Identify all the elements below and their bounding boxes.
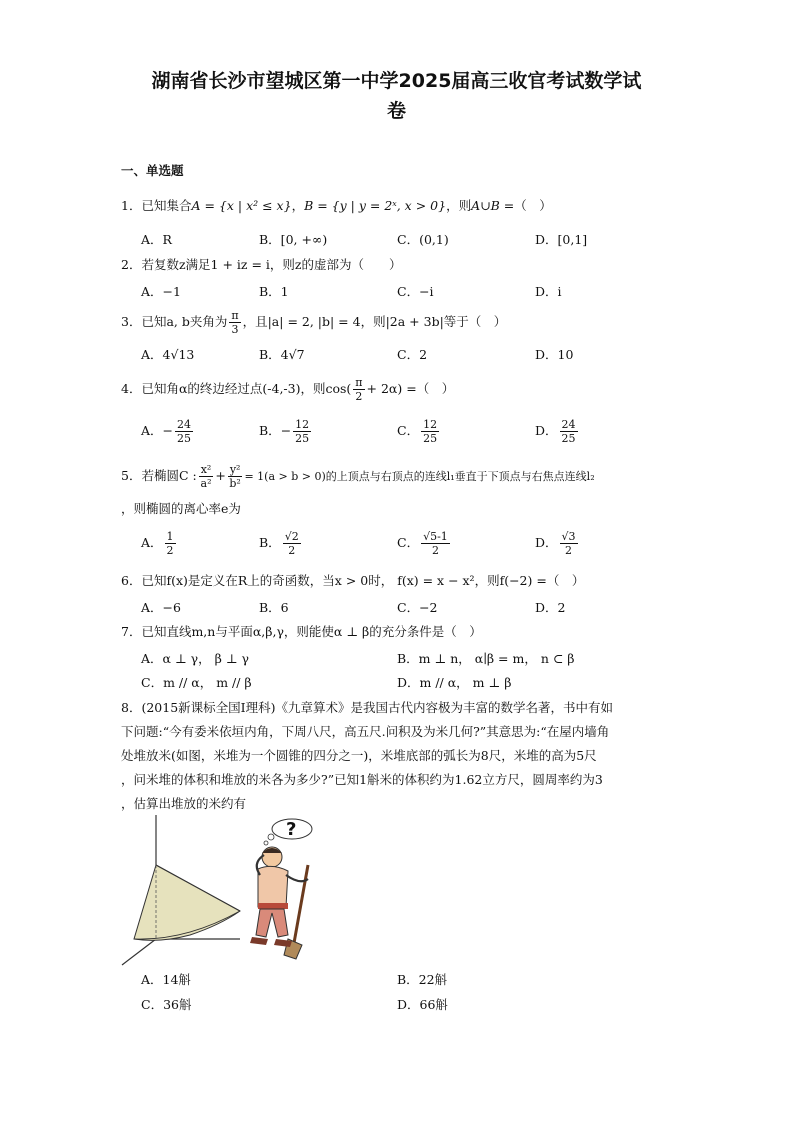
q5-option-a-frac	[165, 530, 176, 557]
q3-fraction	[229, 309, 240, 336]
q4-option-b-den: 25	[295, 432, 310, 445]
q1-expression: A∪B =	[471, 198, 515, 213]
q5-option-d-num: √3	[561, 530, 576, 543]
question-4-options	[141, 418, 681, 452]
q4-text-b: + 2α) =（ ）	[366, 381, 455, 396]
q8-line-5: ，估算出堆放的米约有	[121, 796, 247, 811]
q4-option-a-num: 24	[177, 418, 192, 431]
q4-frac-num: π	[355, 376, 363, 389]
q4-option-a-label: A．	[141, 423, 163, 438]
q1-set-a: A = {x | x² ≤ x}	[191, 198, 292, 213]
q8-line-1: 8．(2015新课标全国I理科)《九章算术》是我国古代内容极为丰富的数学名著，书中有如	[121, 700, 613, 715]
q6-option-b[interactable]: B．6	[259, 600, 289, 615]
q4-option-b-label: B．	[259, 423, 281, 438]
question-4-stem	[121, 376, 454, 403]
q5-option-b-num: √2	[284, 530, 299, 543]
question-5-options	[141, 530, 681, 564]
q3-option-c[interactable]: C．2	[397, 347, 428, 362]
question-3-options	[141, 345, 681, 365]
q5-option-d-den: 2	[565, 544, 573, 557]
q5-f2-den: b²	[229, 477, 241, 490]
q4-option-c-label: C．	[397, 423, 420, 438]
question-1-stem	[121, 197, 552, 215]
q5-option-d[interactable]	[535, 530, 580, 557]
question-7-stem	[121, 623, 482, 641]
q5-option-c-label: C．	[397, 535, 420, 550]
q3-option-a[interactable]: A．4√13	[141, 347, 195, 362]
question-2-stem	[121, 256, 402, 274]
rice-pile-figure	[120, 815, 330, 970]
question-5-stem-line2: ，则椭圆的离心率e为	[121, 501, 241, 516]
q4-option-c-num: 12	[423, 418, 438, 431]
q4-option-b[interactable]	[259, 418, 313, 445]
question-8-options-row2	[141, 995, 681, 1015]
question-5-stem	[121, 463, 595, 490]
q5-option-d-frac	[560, 530, 578, 557]
q4-option-a-sign: −	[162, 423, 174, 438]
q5-f1-num: x²	[200, 463, 212, 476]
q4-option-b-frac	[293, 418, 311, 445]
q5-fraction-x	[199, 463, 214, 490]
q4-number: 4．	[121, 381, 142, 396]
q5-option-a[interactable]	[141, 530, 178, 557]
page-title-line2: 卷	[386, 100, 406, 122]
q5-text-b: = 1(a > b > 0)的上顶点与右顶点的连线l₁垂直于下顶点与右焦点连线l₂	[244, 470, 595, 483]
question-6-options	[141, 598, 681, 618]
q1-text-b: ，则	[446, 198, 472, 213]
question-8-stem	[121, 696, 681, 816]
q7-option-b[interactable]: B．m ⊥ n， α∣β = m， n ⊂ β	[397, 651, 575, 666]
q4-option-a[interactable]	[141, 418, 195, 445]
q5-option-a-den: 2	[166, 544, 174, 557]
q4-option-d-den: 25	[561, 432, 576, 445]
q8-option-c[interactable]: C．36斛	[141, 997, 192, 1012]
q5-f2-num: y²	[229, 463, 241, 476]
rice-cone	[134, 865, 240, 940]
q1-paren: （ ）	[514, 198, 552, 213]
section-label: 一、单选题	[121, 163, 184, 178]
q4-option-d-frac	[560, 418, 578, 445]
q7-text: 已知直线m,n与平面α,β,γ，则能使α ⊥ β的充分条件是（ ）	[141, 624, 482, 639]
question-7-options-row2	[141, 673, 681, 693]
q4-option-c-frac	[421, 418, 439, 445]
q1-number: 1．	[121, 198, 142, 213]
q6-number: 6．	[121, 573, 142, 588]
q1-option-b[interactable]: B．[0, +∞)	[259, 232, 328, 247]
q8-line-4: ，问米堆的体积和堆放的米各为多少?”已知1斛米的体积约为1.62立方尺，圆周率约为3	[121, 772, 603, 787]
q3-frac-num: π	[231, 309, 239, 322]
q6-option-c[interactable]: C．−2	[397, 600, 438, 615]
page-title	[110, 66, 683, 126]
q4-option-b-sign: −	[280, 423, 292, 438]
q2-option-a[interactable]: A．−1	[141, 284, 181, 299]
thought-bubble	[264, 819, 312, 845]
question-3-stem	[121, 309, 506, 336]
q3-text-b: ，且|a| = 2, |b| = 4，则|2a + 3b|等于（ ）	[242, 314, 507, 329]
q2-option-b[interactable]: B．1	[259, 284, 289, 299]
q8-option-b[interactable]: B．22斛	[397, 972, 448, 987]
q7-number: 7．	[121, 624, 142, 639]
q1-set-b: B = {y | y = 2ˣ, x > 0}	[304, 198, 447, 213]
q5-option-c-den: 2	[431, 544, 439, 557]
question-8-options-row1	[141, 970, 681, 990]
q1-text-a: 已知集合	[141, 198, 192, 213]
q4-option-d[interactable]	[535, 418, 580, 445]
question-2-options	[141, 282, 681, 302]
q5-option-a-num: 1	[166, 530, 174, 543]
q5-number: 5．	[121, 468, 142, 483]
q4-option-d-num: 24	[561, 418, 576, 431]
q6-text: 已知f(x)是定义在R上的奇函数，当x > 0时， f(x) = x − x²，则f(−2) =（ ）	[141, 573, 585, 588]
q7-option-c[interactable]: C．m // α， m // β	[141, 675, 252, 690]
question-6-stem	[121, 572, 584, 590]
q1-separator: ，	[291, 198, 305, 213]
q5-plus: +	[215, 468, 226, 483]
page-title-line1: 湖南省长沙市望城区第一中学2025届高三收官考试数学试	[151, 70, 642, 92]
q1-option-a[interactable]: A．R	[141, 232, 172, 247]
q8-option-a[interactable]: A．14斛	[141, 972, 191, 987]
q4-text-a: 已知角α的终边经过点(-4,-3)，则cos(	[141, 381, 352, 396]
q4-frac-den: 2	[355, 390, 363, 403]
q5-option-b-den: 2	[288, 544, 296, 557]
q2-text: 若复数z满足1 + iz = i，则z的虚部为（ ）	[141, 257, 402, 272]
q4-option-c-den: 25	[423, 432, 438, 445]
q5-option-b-frac	[283, 530, 301, 557]
question-7-options-row1	[141, 649, 681, 669]
q2-option-d[interactable]: D．i	[535, 284, 562, 299]
q7-option-d[interactable]: D．m // α， m ⊥ β	[397, 675, 512, 690]
q7-option-a[interactable]: A．α ⊥ γ， β ⊥ γ	[141, 651, 250, 666]
q4-option-b-num: 12	[295, 418, 310, 431]
q4-option-a-frac	[175, 418, 193, 445]
q1-option-d[interactable]: D．[0,1]	[535, 232, 588, 247]
q5-option-b[interactable]	[259, 530, 303, 557]
q5-f1-den: a²	[200, 477, 212, 490]
q8-option-d[interactable]: D．66斛	[397, 997, 448, 1012]
q5-option-c[interactable]	[397, 530, 452, 557]
q5-fraction-y	[228, 463, 243, 490]
q8-line-2: 下问题:“今有委米依垣内角，下周八尺，高五尺.问积及为米几何?”其意思为:“在屋内墙角	[121, 724, 610, 739]
q5-option-b-label: B．	[259, 535, 281, 550]
q5-option-c-frac	[421, 530, 450, 557]
q6-option-d[interactable]: D．2	[535, 600, 566, 615]
q5-option-a-label: A．	[141, 535, 163, 550]
q3-option-b[interactable]: B．4√7	[259, 347, 305, 362]
q5-option-d-label: D．	[535, 535, 558, 550]
q4-option-d-label: D．	[535, 423, 558, 438]
question-mark-text: ?	[286, 819, 297, 840]
q6-option-a[interactable]: A．−6	[141, 600, 181, 615]
question-1-options	[141, 230, 681, 250]
q3-text-a: 已知a, b夹角为	[141, 314, 228, 329]
q5-text-a: 若椭圆C :	[141, 468, 197, 483]
q3-frac-den: 3	[231, 323, 239, 336]
q3-number: 3．	[121, 314, 142, 329]
q1-option-c[interactable]: C．(0,1)	[397, 232, 449, 247]
q4-option-a-den: 25	[177, 432, 192, 445]
q3-option-d[interactable]: D．10	[535, 347, 574, 362]
q4-fraction	[353, 376, 364, 403]
q4-option-c[interactable]	[397, 418, 441, 445]
q8-line-3: 处堆放米(如图，米堆为一个圆锥的四分之一)，米堆底部的弧长为8尺，米堆的高为5尺	[121, 748, 597, 763]
q5-option-c-num: √5-1	[423, 530, 448, 543]
farmer-figure	[250, 847, 308, 959]
q2-number: 2．	[121, 257, 142, 272]
q2-option-c[interactable]: C．−i	[397, 284, 434, 299]
